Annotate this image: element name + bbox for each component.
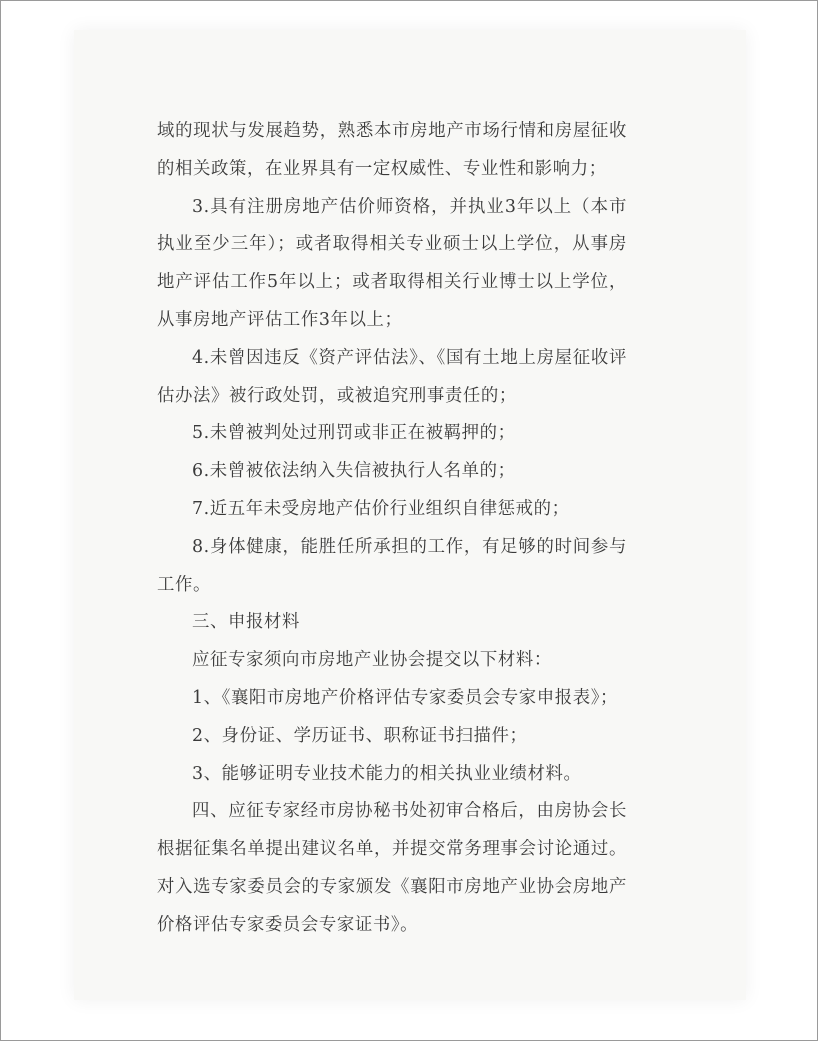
paragraph-item-4: 4.未曾因违反《资产评估法》、《国有土地上房屋征收评估办法》被行政处罚，或被追究刑事责任的； bbox=[157, 347, 627, 406]
section-heading-materials: 三、申报材料 bbox=[192, 612, 300, 633]
paragraph-item-8: 8.身体健康，能胜任所承担的工作，有足够的时间参与工作。 bbox=[157, 536, 627, 595]
paragraph-item-7: 7.近五年未受房地产估价行业组织自律惩戒的； bbox=[192, 498, 570, 519]
document-body bbox=[157, 113, 627, 945]
paragraph-item-5: 5.未曾被判处过刑罚或非正在被羁押的； bbox=[192, 423, 516, 444]
paragraph-material-2: 2、身份证、学历证书、职称证书扫描件； bbox=[192, 725, 528, 746]
paragraph-item-3: 3.具有注册房地产估价师资格，并执业3年以上（本市执业至少三年）；或者取得相关专业硕士以上学位，从事房地产评估工作5年以上；或者取得相关行业博士以上学位，从事房地产评估工作3年以上； bbox=[157, 196, 627, 330]
paragraph-item-6: 6.未曾被依法纳入失信被执行人名单的； bbox=[192, 461, 516, 482]
paragraph-material-3: 3、能够证明专业技术能力的相关执业业绩材料。 bbox=[192, 763, 582, 784]
paragraph-section-four: 四、应征专家经市房协秘书处初审合格后，由房协会长根据征集名单提出建议名单，并提交常务理事会讨论通过。对入选专家委员会的专家颁发《襄阳市房地产业协会房地产价格评估专家委员会专家证书》。 bbox=[157, 801, 627, 935]
paragraph-continuation: 域的现状与发展趋势，熟悉本市房地产市场行情和房屋征收的相关政策，在业界具有一定权威性、专业性和影响力； bbox=[157, 121, 627, 179]
paragraph-material-1: 1、《襄阳市房地产价格评估专家委员会专家申报表》； bbox=[192, 687, 619, 708]
paragraph-materials-intro: 应征专家须向市房地产业协会提交以下材料： bbox=[192, 650, 552, 671]
